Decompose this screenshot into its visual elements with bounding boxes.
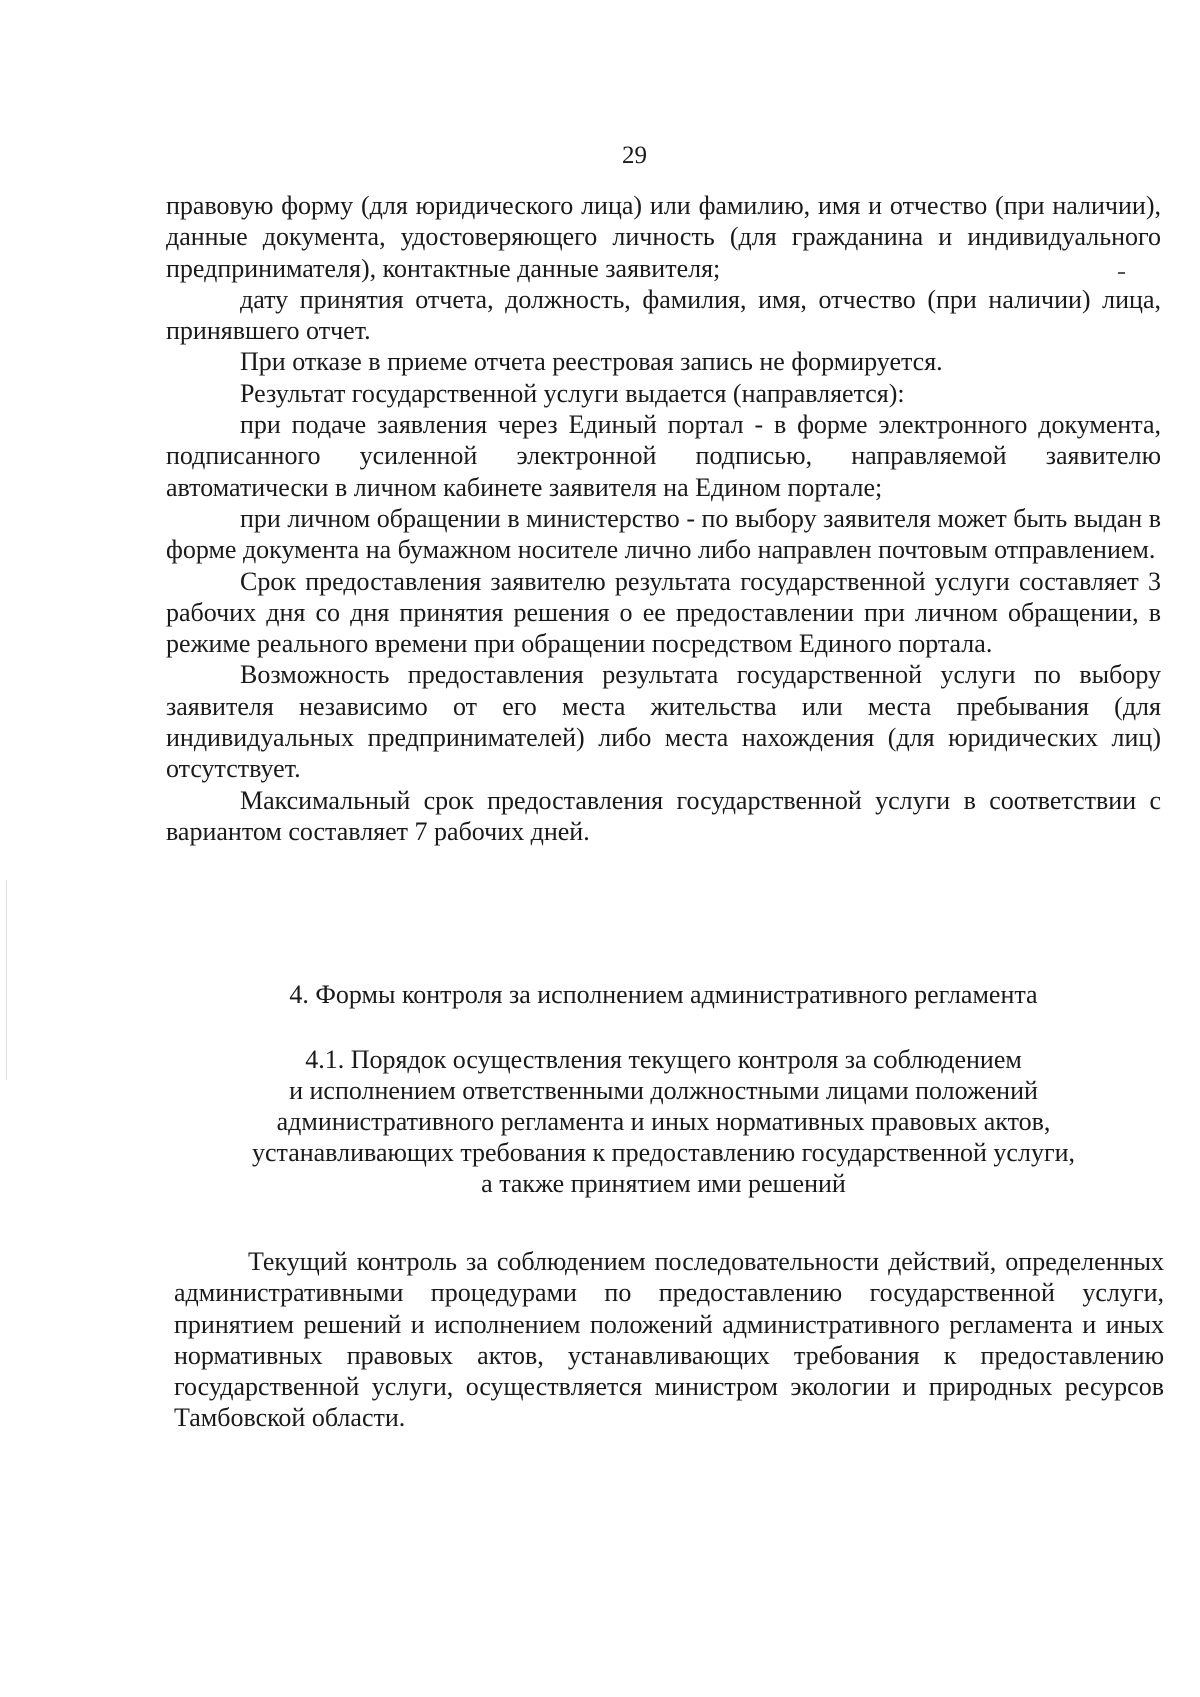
subsection-heading-line: административного регламента и иных нормативных правовых актов, <box>276 1107 1051 1136</box>
scan-edge <box>6 880 7 1080</box>
paragraph: Срок предоставления заявителю результата государственной услуги составляет 3 рабочих дня со дня принятия решения о ее предоставлении при личном обращении, в режиме реального времени при обращении посредством Единого портала. <box>166 566 1161 659</box>
paragraph: Максимальный срок предоставления государственной услуги в соответствии с вариантом составляет 7 рабочих дней. <box>166 785 1161 846</box>
subsection-heading-line: а также принятием ими решений <box>481 1169 846 1198</box>
paragraph: Текущий контроль за соблюдением последовательности действий, определенных административными процедурами по предоставлению государственной услуги, принятием решений и исполнением положений административного регламента и иных нормативных правовых актов, устанавливающих требования к предоставлению государственной услуги, осуществляется министром экологии и природных ресурсов Тамбовской области. <box>174 1247 1164 1433</box>
subsection-heading-line: устанавливающих требования к предоставлению государственной услуги, <box>251 1138 1076 1167</box>
paragraph: дату принятия отчета, должность, фамилия, имя, отчество (при наличии) лица, принявшего отчет. <box>166 284 1161 346</box>
subsection-heading-line: и исполнением ответственными должностными лицами положений <box>289 1076 1038 1105</box>
paragraph: при личном обращении в министерство - по выбору заявителя может быть выдан в форме документа на бумажном носителе лично либо направлен почтовым отправлением. <box>166 503 1161 565</box>
paragraph: Результат государственной услуги выдается (направляется): <box>240 378 905 408</box>
paragraph-continuation: правовую форму (для юридического лица) или фамилию, имя и отчество (при наличии), данные документа, удостоверяющего личность (для гражданина и индивидуального предпринимателя), контактные данные заявителя; <box>166 191 1161 283</box>
paragraph: Возможность предоставления результата государственной услуги по выбору заявителя независимо от его места жительства или места пребывания (для индивидуальных предпринимателей) либо места нахождения (для юридических лиц) отсутствует. <box>166 660 1161 784</box>
body-text <box>166 190 1161 847</box>
paragraph: При отказе в приеме отчета реестровая запись не формируется. <box>240 347 943 377</box>
subsection-heading-line: 4.1. Порядок осуществления текущего контроля за соблюдением <box>305 1045 1022 1074</box>
section-body <box>174 1246 1164 1434</box>
page-number: 29 <box>622 142 647 169</box>
paragraph: при подаче заявления через Единый портал - в форме электронного документа, подписанного усиленной электронной подписью, направляемой заявителю автоматически в личном кабинете заявителя на Едином портале; <box>166 410 1161 502</box>
section-heading: 4. Формы контроля за исполнением административного регламента <box>289 980 1038 1009</box>
subsection-heading <box>166 1044 1161 1199</box>
